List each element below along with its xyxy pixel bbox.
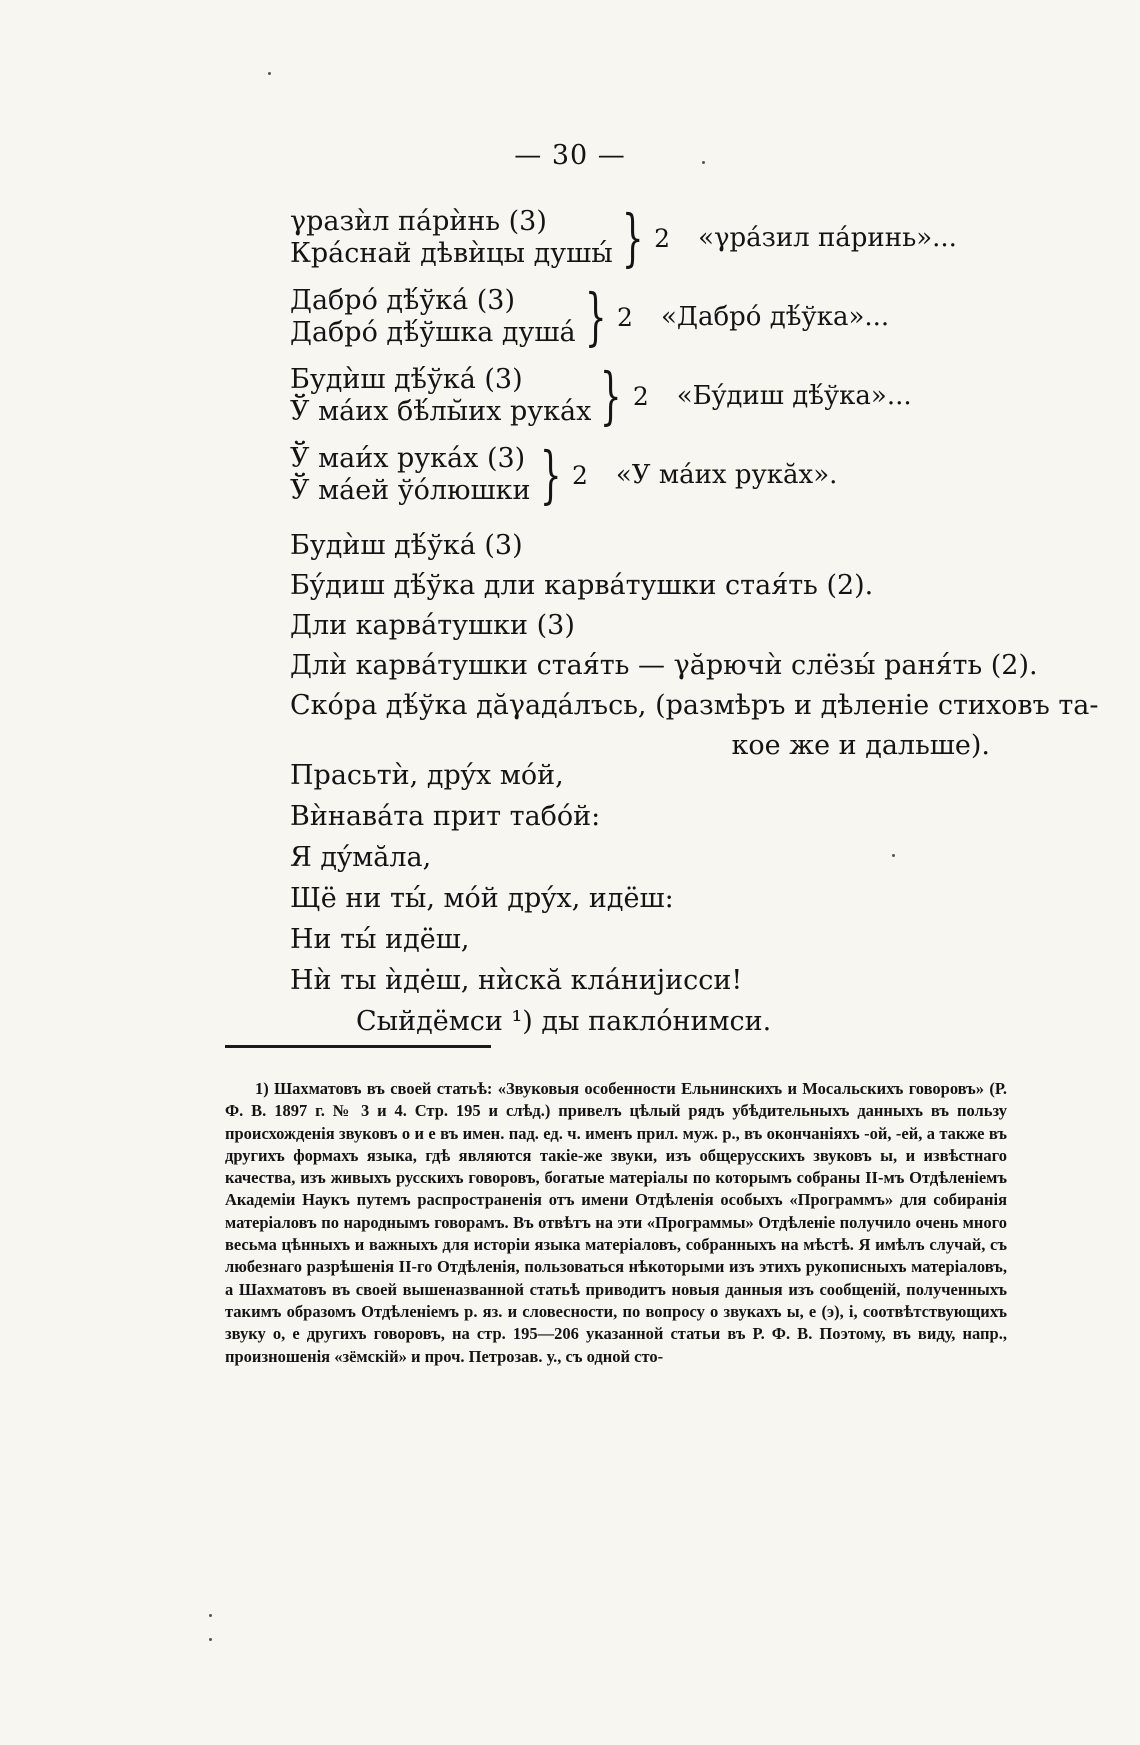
verse-group-4 [290, 438, 838, 511]
group-line: Ў мáих бѣ́лы̆их рукáх [290, 396, 592, 427]
poem-line: Прасьтѝ, дрýх мóй, [290, 760, 564, 791]
verse-block [290, 526, 1099, 766]
right-brace-icon: } [539, 438, 562, 511]
poem-line: Ни ты́ идёш, [290, 924, 470, 955]
group-line: Дабрó дѣ́ўшка душá [290, 317, 576, 348]
repeat-count: 2 [632, 381, 649, 411]
verse-group-2 [290, 280, 890, 353]
scan-speck [892, 854, 895, 857]
right-brace-icon: } [600, 359, 622, 432]
footnote-text: 1) Шахматовъ въ своей статьѣ: «Звуковыя особенности Ельнинскихъ и Мосальскихъ говоровъ» (Р. Ф. В. 1897 г. № 3 и 4. Стр. 195 и слѣд.) привелъ цѣлый рядъ убѣдительныхъ данныхъ въ пользу происхожденія звуковъ о и е въ имен. пад. ед. ч. именъ прил. муж. р., въ окончаніяхъ -ой, -ей, а также въ другихъ формахъ языка, гдѣ являются такіе-же звуки, изъ общерусскихъ звуковъ ы, и извѣстнаго качества, изъ живыхъ русскихъ говоровъ, богатые матеріалы по которымъ собраны II-мъ Отдѣленіемъ Академіи Наукъ путемъ распространенія отъ имени Отдѣленія особыхъ «Программъ» для собиранія матеріаловъ по народнымъ говорамъ. Въ отвѣтъ на эти «Программы» Отдѣленіе получило очень много весьма цѣнныхъ и важныхъ для исторіи языка матеріаловъ, собранныхъ на мѣстѣ. Я имѣлъ случай, съ любезнаго разрѣшенія II-го Отдѣленія, пользоваться нѣкоторыми изъ этихъ рукописныхъ матеріаловъ, а Шахматовъ въ своей вышеназванной статьѣ приводитъ новыя данныя изъ сообщеній, полученныхъ такимъ образомъ Отдѣленіемъ р. яз. и словесности, по вопросу о звукахъ ы, е (э), і, соотвѣтствующихъ звуку о, е другихъ говоровъ, на стр. 195—206 указанной статьи въ Р. Ф. В. Поэтому, въ виду, напр., произношенія «зёмскій» и проч. Петрозав. у., съ одной сто- [225, 1079, 1007, 1366]
page-number: — 30 — [514, 140, 626, 171]
verse-line: Будѝш дѣ́ўкá (3) [290, 530, 523, 561]
poem-line: Щё ни ты́, мóй дрýх, идёш: [290, 883, 674, 914]
footnote [225, 1078, 1007, 1368]
repeat-count: 2 [617, 302, 633, 332]
verse-line: Бýдиш дѣ́ўка дли карвáтушки стая́ть (2). [290, 570, 874, 601]
verse-line: Дли карвáтушки (3) [290, 610, 575, 641]
verse-group-3 [290, 359, 912, 432]
refrain: «Бýдиш дѣ́ўка»... [676, 381, 912, 411]
poem-line-final: Сыйдёмси ¹) ды паклóнимси. [356, 1006, 772, 1037]
footnote-divider [225, 1045, 491, 1048]
poem-line: Нѝ ты ѝде̇ш, нѝскӑ клáнијисси! [290, 965, 743, 996]
group-line: Ў мáей ўóлюшки [290, 475, 531, 506]
group-line: Дабрó дѣ́ўкá (3) [290, 285, 516, 316]
poem-block [290, 755, 771, 1042]
verse-line-continuation: кое же и дальше). [731, 730, 990, 761]
refrain: «Дабрó дѣ́ўка»... [660, 302, 890, 332]
group-line: Ў маи́х рукáх (3) [290, 443, 526, 474]
verse-line: Скóра дѣ́ўка дӑγадáлъсь, (размѣръ и дѣленіе стиховъ та- [290, 690, 1099, 721]
repeat-count: 2 [654, 223, 671, 253]
refrain: «У мáих рукӑх». [615, 460, 838, 490]
poem-line: Вѝнавáта прит табóй: [290, 801, 601, 832]
repeat-count: 2 [571, 460, 588, 490]
poem-line: Я дýмӑла, [290, 842, 432, 873]
group-line: γразѝл пáрѝнь (3) [290, 206, 547, 237]
right-brace-icon: } [584, 280, 607, 353]
scan-speck [209, 1638, 212, 1641]
scan-speck [702, 161, 705, 164]
refrain: «γрáзил пáринь»... [698, 223, 957, 253]
group-line: Крáснай дѣвѝцы душы́ [290, 238, 613, 269]
right-brace-icon: } [621, 201, 644, 274]
scan-speck [268, 72, 271, 75]
verse-group-1 [290, 201, 957, 274]
scan-speck [209, 1614, 212, 1617]
verse-line: Длѝ карвáтушки стая́ть — γӑрючѝ слёзы́ раня́ть (2). [290, 650, 1038, 681]
group-line: Будѝш дѣ́ўкá (3) [290, 364, 523, 395]
